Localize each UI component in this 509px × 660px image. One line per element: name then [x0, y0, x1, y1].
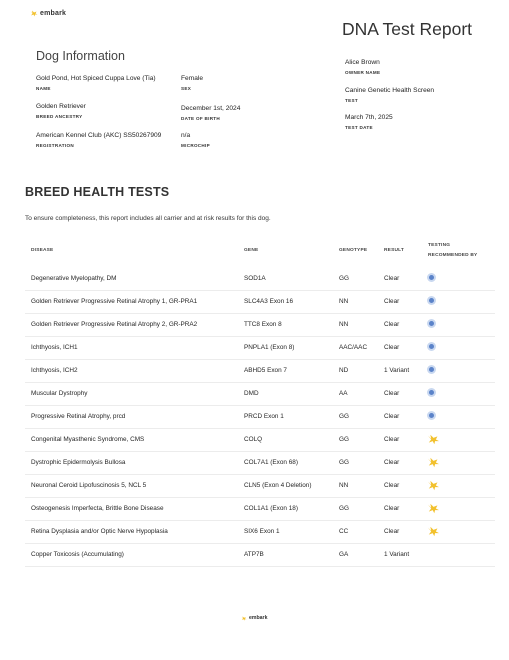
disease-cell: Muscular Dystrophy [31, 390, 88, 397]
result-cell: 1 Variant [384, 551, 410, 558]
table-row [25, 406, 495, 429]
blue-ring-icon [427, 388, 436, 397]
genotype-cell: GG [339, 459, 349, 466]
dog-sex-field [181, 76, 203, 91]
embark-dog-icon [427, 457, 440, 470]
table-row [25, 475, 495, 498]
microchip-field [181, 133, 210, 148]
dog-info-title: Dog Information [36, 49, 125, 63]
disease-cell: Ichthyosis, ICH1 [31, 344, 78, 351]
owner-value: Alice Brown [345, 59, 380, 66]
col-testing-header-line2: RECOMMENDED BY [428, 253, 478, 258]
disease-cell: Degenerative Myelopathy, DM [31, 275, 117, 282]
registration-value: American Kennel Club (AKC) SS50267909 [36, 132, 162, 139]
result-cell: Clear [384, 482, 400, 489]
blue-ring-icon [427, 342, 436, 351]
gene-cell: SOD1A [244, 275, 266, 282]
blue-ring-icon [427, 273, 436, 282]
table-row [25, 521, 495, 544]
genotype-cell: GA [339, 551, 349, 558]
test-value: Canine Genetic Health Screen [345, 87, 435, 94]
blue-ring-icon [427, 296, 436, 305]
disease-cell: Copper Toxicosis (Accumulating) [31, 551, 124, 558]
table-row [25, 383, 495, 406]
table-row [25, 429, 495, 452]
genotype-cell: AAC/AAC [339, 344, 368, 351]
dog-name-field [36, 76, 156, 91]
dob-value: December 1st, 2024 [181, 105, 241, 112]
genotype-cell: ND [339, 367, 349, 374]
owner-field [345, 60, 380, 75]
result-cell: Clear [384, 275, 400, 282]
breed-label: BREED ANCESTRY [36, 113, 83, 119]
result-cell: Clear [384, 413, 400, 420]
table-row [25, 360, 495, 383]
disease-cell: Golden Retriever Progressive Retinal Atrophy 1, GR-PRA1 [31, 298, 198, 305]
footer-brand: embark [249, 615, 268, 621]
microchip-value: n/a [181, 132, 191, 139]
breed-health-intro: To ensure completeness, this report includes all carrier and at risk results for this dog. [25, 215, 271, 222]
breed-value: Golden Retriever [36, 103, 86, 110]
col-testing-header-line1: TESTING [428, 243, 451, 248]
gene-cell: SLC4A3 Exon 16 [244, 298, 294, 305]
breed-health-title: BREED HEALTH TESTS [25, 185, 170, 199]
result-cell: Clear [384, 528, 400, 535]
brand-logo [30, 10, 66, 17]
disease-cell: Ichthyosis, ICH2 [31, 367, 78, 374]
dob-label: DATE OF BIRTH [181, 115, 221, 121]
dog-name-value: Gold Pond, Hot Spiced Cuppa Love (Tia) [36, 75, 156, 82]
disease-cell: Neuronal Ceroid Lipofuscinosis 5, NCL 5 [31, 482, 147, 489]
table-row [25, 544, 495, 567]
table-row [25, 314, 495, 337]
gene-cell: PNPLA1 (Exon 8) [244, 344, 295, 351]
test-date-field [345, 115, 393, 130]
registration-field [36, 133, 161, 148]
dog-name-label: NAME [36, 85, 51, 91]
col-genotype-header: GENOTYPE [339, 248, 368, 253]
test-label: TEST [345, 97, 358, 103]
blue-ring-icon [427, 411, 436, 420]
gene-cell: CLN5 (Exon 4 Deletion) [244, 482, 312, 489]
genotype-cell: AA [339, 390, 348, 397]
result-cell: 1 Variant [384, 367, 410, 374]
gene-cell: DMD [244, 390, 259, 397]
gene-cell: COL7A1 (Exon 68) [244, 459, 298, 466]
embark-dog-icon [427, 503, 440, 516]
blue-ring-icon [427, 365, 436, 374]
genotype-cell: GG [339, 275, 349, 282]
embark-dog-icon [427, 526, 440, 539]
genotype-cell: GG [339, 505, 349, 512]
disease-cell: Osteogenesis Imperfecta, Brittle Bone Disease [31, 505, 164, 512]
genotype-cell: CC [339, 528, 349, 535]
registration-label: REGISTRATION [36, 142, 74, 148]
dog-sex-label: SEX [181, 85, 192, 91]
test-date-label: TEST DATE [345, 124, 373, 130]
disease-cell: Golden Retriever Progressive Retinal Atrophy 2, GR-PRA2 [31, 321, 198, 328]
breed-field [36, 104, 86, 119]
test-field [345, 88, 434, 103]
table-row [25, 452, 495, 475]
col-gene-header: GENE [244, 248, 259, 253]
disease-cell: Retina Dysplasia and/or Optic Nerve Hypoplasia [31, 528, 168, 535]
col-result-header: RESULT [384, 248, 405, 253]
embark-dog-icon [427, 480, 440, 493]
genotype-cell: NN [339, 482, 349, 489]
footer-logo [241, 615, 267, 621]
result-cell: Clear [384, 436, 400, 443]
report-title: DNA Test Report [342, 19, 473, 39]
result-cell: Clear [384, 459, 400, 466]
dob-field [181, 106, 240, 121]
gene-cell: PRCD Exon 1 [244, 413, 284, 420]
gene-cell: SIX6 Exon 1 [244, 528, 280, 535]
owner-label: OWNER NAME [345, 69, 381, 75]
table-row [25, 337, 495, 360]
col-disease-header: DISEASE [31, 248, 54, 253]
table-row [25, 498, 495, 521]
embark-dog-icon [241, 616, 247, 621]
genotype-cell: NN [339, 321, 349, 328]
gene-cell: COLQ [244, 436, 263, 443]
table-row [25, 291, 495, 314]
result-cell: Clear [384, 321, 400, 328]
embark-dog-icon [30, 10, 38, 17]
brand-name: embark [40, 10, 67, 17]
disease-cell: Congenital Myasthenic Syndrome, CMS [31, 436, 145, 443]
dog-sex-value: Female [181, 75, 203, 82]
disease-cell: Dystrophic Epidermolysis Bullosa [31, 459, 126, 466]
result-cell: Clear [384, 298, 400, 305]
genotype-cell: GG [339, 436, 349, 443]
gene-cell: TTC8 Exon 8 [244, 321, 282, 328]
gene-cell: ABHD5 Exon 7 [244, 367, 287, 374]
genotype-cell: NN [339, 298, 349, 305]
genotype-cell: GG [339, 413, 349, 420]
result-cell: Clear [384, 505, 400, 512]
disease-cell: Progressive Retinal Atrophy, prcd [31, 413, 126, 420]
table-row [25, 268, 495, 291]
embark-dog-icon [427, 434, 440, 447]
blue-ring-icon [427, 319, 436, 328]
gene-cell: ATP7B [244, 551, 264, 558]
test-date-value: March 7th, 2025 [345, 114, 393, 121]
microchip-label: MICROCHIP [181, 142, 210, 148]
gene-cell: COL1A1 (Exon 18) [244, 505, 298, 512]
result-cell: Clear [384, 390, 400, 397]
result-cell: Clear [384, 344, 400, 351]
